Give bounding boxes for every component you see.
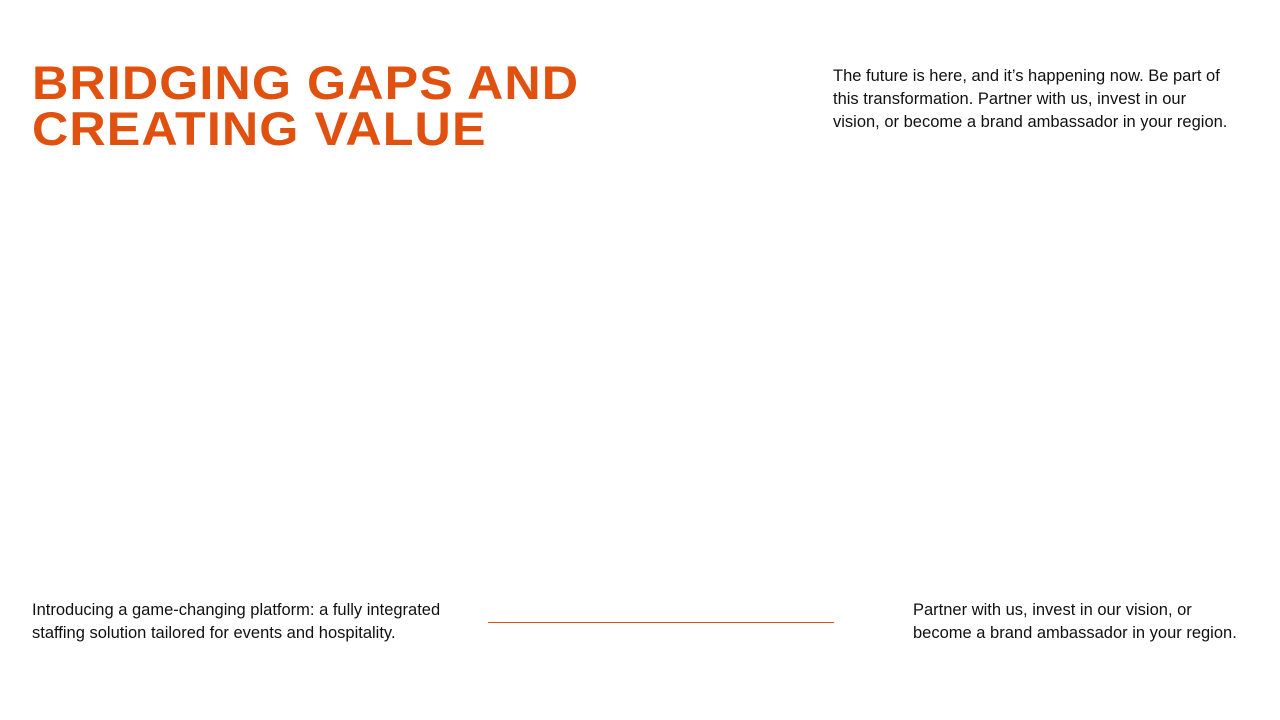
slide-title: [32, 56, 717, 155]
top-right-line-1: The future is here, and it’s happening now. Be part of: [833, 67, 1220, 85]
slide-title-line-2: CREATING VALUE: [32, 102, 487, 155]
bottom-right-paragraph: [913, 599, 1237, 645]
top-right-paragraph: [833, 65, 1227, 134]
accent-divider-line: [488, 622, 834, 623]
slide-title-line-1: BRIDGING GAPS AND: [32, 56, 580, 109]
bottom-left-paragraph: [32, 599, 440, 645]
bottom-right-line-1: Partner with us, invest in our vision, or: [913, 601, 1192, 619]
bottom-left-line-2: staffing solution tailored for events and hospitality.: [32, 624, 396, 642]
bottom-right-line-2: become a brand ambassador in your region.: [913, 624, 1237, 642]
bottom-left-line-1: Introducing a game-changing platform: a fully integrated: [32, 601, 441, 619]
top-right-line-3: vision, or become a brand ambassador in your region.: [833, 113, 1228, 131]
top-right-line-2: this transformation. Partner with us, invest in our: [833, 90, 1187, 108]
